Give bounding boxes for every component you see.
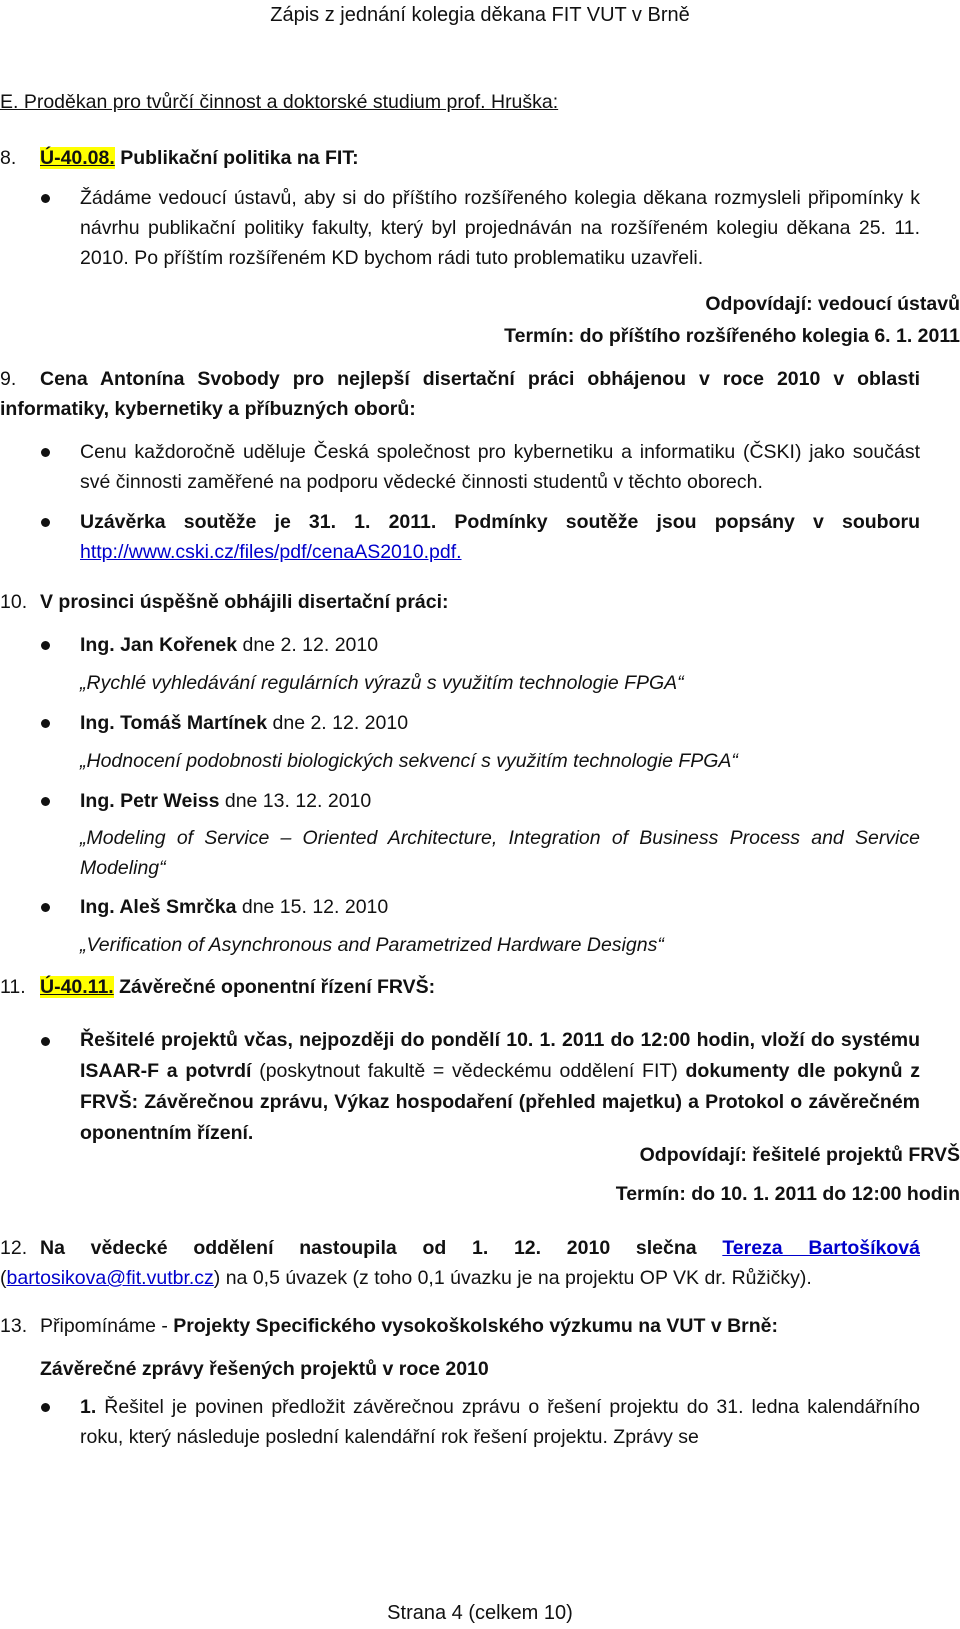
item-8-deadline: Termín: do příštího rozšířeného kolegia 6. 1. 2011	[504, 325, 960, 347]
item-11-title-text: Závěrečné oponentní řízení FRVŠ:	[113, 976, 436, 998]
item-11-code: Ú-40.11.	[40, 976, 114, 998]
item-12-number: 12.	[0, 1237, 28, 1259]
item-10-title: V prosinci úspěšně obhájili disertační práci:	[40, 591, 449, 613]
item-11-responsible: Odpovídají: řešitelé projektů FRVŠ	[639, 1144, 960, 1166]
defense-date: dne 2. 12. 2010	[267, 712, 409, 734]
defense-thesis: „Rychlé vyhledávání regulárních výrazů s využitím technologie FPGA“	[80, 672, 684, 694]
item-11-bold-1: Řešitelé projektů včas, nejpozději do pondělí 10. 1. 2011 do 12:00 hodin, vloží do systému ISAAR-F a potvrdí	[80, 1029, 920, 1082]
item-12-paren: (	[0, 1267, 7, 1289]
bullet-icon	[41, 518, 50, 527]
item-13-point	[80, 1392, 920, 1452]
defense-date: dne 13. 12. 2010	[219, 790, 372, 812]
item-11-deadline: Termín: do 10. 1. 2011 do 12:00 hodin	[615, 1183, 960, 1205]
item-8-title-text: Publikační politika na FIT:	[114, 147, 359, 169]
person-link[interactable]: Tereza Bartošíková	[722, 1237, 920, 1259]
defense-date: dne 15. 12. 2010	[236, 896, 389, 918]
defense-thesis: „Verification of Asynchronous and Parametrized Hardware Designs“	[80, 934, 664, 956]
defense-entry	[80, 708, 408, 738]
bullet-icon	[41, 903, 50, 912]
defense-name: Ing. Tomáš Martínek	[80, 712, 268, 734]
defense-name: Ing. Jan Kořenek	[80, 634, 238, 656]
bullet-icon	[41, 1037, 50, 1046]
defense-entry	[80, 630, 378, 660]
bullet-icon	[41, 1403, 50, 1412]
page-header: Zápis z jednání kolegia děkana FIT VUT v Brně	[270, 4, 690, 26]
bullet-icon	[41, 194, 50, 203]
defense-thesis: „Modeling of Service – Oriented Architecture, Integration of Business Process and Service Modeling“	[80, 827, 920, 879]
section-e-heading: E. Proděkan pro tvůrčí činnost a doktorské studium prof. Hruška:	[0, 91, 559, 113]
item-9-deadline-text: Uzávěrka soutěže je 31. 1. 2011. Podmínky soutěže jsou popsány v souboru	[80, 511, 920, 533]
item-8-responsible: Odpovídají: vedoucí ústavů	[705, 293, 960, 315]
item-13-normal: Připomínáme -	[40, 1315, 174, 1337]
item-11-title	[40, 972, 435, 1002]
page-footer: Strana 4 (celkem 10)	[387, 1602, 573, 1624]
item-12-rest: ) na 0,5 úvazek (z toho 0,1 úvazku je na projektu OP VK dr. Růžičky).	[213, 1267, 812, 1289]
item-13-bold: Projekty Specifického vysokoškolského výzkumu na VUT v Brně:	[173, 1315, 779, 1337]
bullet-icon	[41, 719, 50, 728]
defense-entry	[80, 786, 371, 816]
item-8-bullet-text: Žádáme vedoucí ústavů, aby si do příštího rozšířeného kolegia děkana rozmysleli připomínky k návrhu publikační politiky fakulty, který byl projednáván na rozšířeném kolegiu děkana 25. 11. 2010. Po příštím rozšířeném KD bychom rádi tuto problematiku uzavřeli.	[80, 187, 920, 269]
bullet-icon	[41, 448, 50, 457]
item-8-title	[40, 143, 359, 173]
item-11-normal: (poskytnout fakultě = vědeckému oddělení FIT)	[251, 1060, 686, 1082]
item-8-code: Ú-40.08.	[40, 147, 115, 169]
defense-name: Ing. Petr Weiss	[80, 790, 220, 812]
item-13-title	[40, 1311, 778, 1341]
defense-name: Ing. Aleš Smrčka	[80, 896, 237, 918]
item-9-title: Cena Antonína Svobody pro nejlepší disertační práci obhájenou v roce 2010 v oblasti informatiky, kybernetiky a příbuzných oborů:	[0, 368, 920, 420]
defense-date: dne 2. 12. 2010	[237, 634, 379, 656]
defense-thesis: „Hodnocení podobnosti biologických sekvencí s využitím technologie FPGA“	[80, 750, 738, 772]
item-11-bullet	[80, 1025, 920, 1149]
item-9-number: 9.	[0, 368, 17, 390]
item-13-point-number: 1.	[80, 1396, 97, 1418]
email-link[interactable]: bartosikova@fit.vutbr.cz	[6, 1267, 214, 1289]
item-13-point-text: Řešitel je povinen předložit závěrečnou zprávu o řešení projektu do 31. ledna kalendářního roku, který následuje poslední kalendářní rok řešení projektu. Zprávy se	[80, 1396, 920, 1448]
item-12-text	[0, 1233, 920, 1293]
cski-link[interactable]: http://www.cski.cz/files/pdf/cenaAS2010.pdf.	[80, 541, 462, 563]
item-13-number: 13.	[0, 1315, 28, 1337]
item-11-bold-2: dokumenty dle pokynů z FRVŠ: Závěrečnou zprávu, Výkaz hospodaření (přehled majetku) a Protokol o závěrečném oponentním řízení.	[80, 1060, 920, 1144]
item-9-bullet-2	[80, 507, 920, 567]
item-13-subheading: Závěrečné zprávy řešených projektů v roce 2010	[40, 1358, 489, 1380]
bullet-icon	[41, 641, 50, 650]
defense-entry	[80, 892, 388, 922]
item-10-number: 10.	[0, 591, 28, 613]
bullet-icon	[41, 797, 50, 806]
item-8-number: 8.	[0, 147, 17, 169]
item-9-bullet-1: Cenu každoročně uděluje Česká společnost pro kybernetiku a informatiku (ČSKI) jako součást své činnosti zaměřené na podporu vědecké činnosti studentů v těchto oborech.	[80, 441, 920, 493]
item-12-bold: Na vědecké oddělení nastoupila od 1. 12. 2010 slečna	[40, 1237, 697, 1259]
item-11-number: 11.	[0, 976, 26, 998]
